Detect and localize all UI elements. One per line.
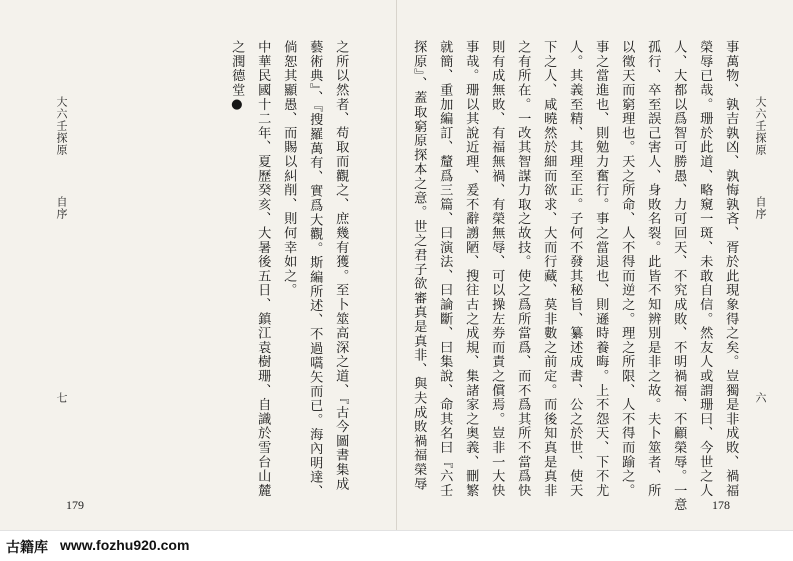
right-text-column: 人、大都以爲智可勝愚、力可回天、不究成敗、不明禍福、不顧榮辱。一意 xyxy=(671,40,687,512)
left-header-number: 七 xyxy=(55,392,68,404)
left-text-column: 藝術典』、『搜羅萬有、實爲大觀。斯編所述、不過嚆矢而已。海內明達、 xyxy=(307,40,323,499)
left-page-number: 179 xyxy=(66,498,84,512)
left-text-column: 之潤德堂● xyxy=(229,40,245,114)
right-text-column: 探原』、蓋取窮原探本之意。世之君子欲審真是真非、與夫成敗禍福榮辱 xyxy=(411,40,427,491)
right-header-title: 大六壬探原 xyxy=(754,96,767,156)
right-page-number: 178 xyxy=(712,498,730,512)
left-header-section: 自序 xyxy=(55,196,68,220)
right-text-column: 事萬物、孰吉孰凶、孰悔孰吝、胥於此現象得之矣。豈獨是非成敗、禍福 xyxy=(723,40,739,498)
right-text-column: 以徵天而窮理也。天之所命、人不得而逆之。理之所限、人不得而踰之。 xyxy=(619,40,635,498)
page-fold xyxy=(396,0,397,530)
right-text-column: 事哉。珊以其說近理、爰不辭謭陋、搜往古之成規、集諸家之奥義、刪繁 xyxy=(463,40,479,498)
right-text-column: 就簡、重加編訂、釐爲三篇、曰演法、曰論斷、曰集說、命其名曰『六壬 xyxy=(437,40,453,498)
right-text-column: 榮辱已哉。珊於此道、略窺一斑、未敢自信。然友人或謂珊曰、今世之人 xyxy=(697,40,713,498)
site-name: 古籍库 xyxy=(6,540,48,556)
left-text-column: 之所以然者、苟取而觀之、庶幾有獲。至卜筮高深之道、『古今圖書集成 xyxy=(333,40,349,491)
right-text-column: 之有所在。一改其智謀力取之故技。使之爲所當爲、而不爲其所不當爲快 xyxy=(515,40,531,498)
right-text-column: 人。其義至精、其理至正。子何不發其秘旨、纂述成書、公之於世、使天 xyxy=(567,40,583,498)
left-header-title: 大六壬探原 xyxy=(55,96,68,156)
site-url[interactable]: www.fozhu920.com xyxy=(60,537,190,553)
right-text-column: 事之當進也、則勉力奮行。事之當退也、則遜時養晦。上不怨天、下不尤 xyxy=(593,40,609,498)
right-text-column: 下之人、咸曉然於細而欲求、大而行藏、莫非數之前定。而後知真是真非 xyxy=(541,40,557,498)
right-text-column: 則有成無敗、有福無禍、有榮無辱、可以操左券而責之償焉。豈非一大快 xyxy=(489,40,505,498)
right-text-column: 孤行、卒至誤己害人、身敗名裂。此皆不知辨別是非之故。夫卜筮者、所 xyxy=(645,40,661,498)
left-text-column: 倘恕其顯愚、而賜以糾削、則何幸如之。 xyxy=(281,40,297,298)
watermark-footer xyxy=(0,530,793,561)
left-text-column: 中華民國十二年、夏歷癸亥、大暑後五日、鎮江袁樹珊、自識於雪台山麓 xyxy=(255,40,271,498)
right-header-number: 六 xyxy=(754,392,767,404)
right-header-section: 自序 xyxy=(754,196,767,220)
